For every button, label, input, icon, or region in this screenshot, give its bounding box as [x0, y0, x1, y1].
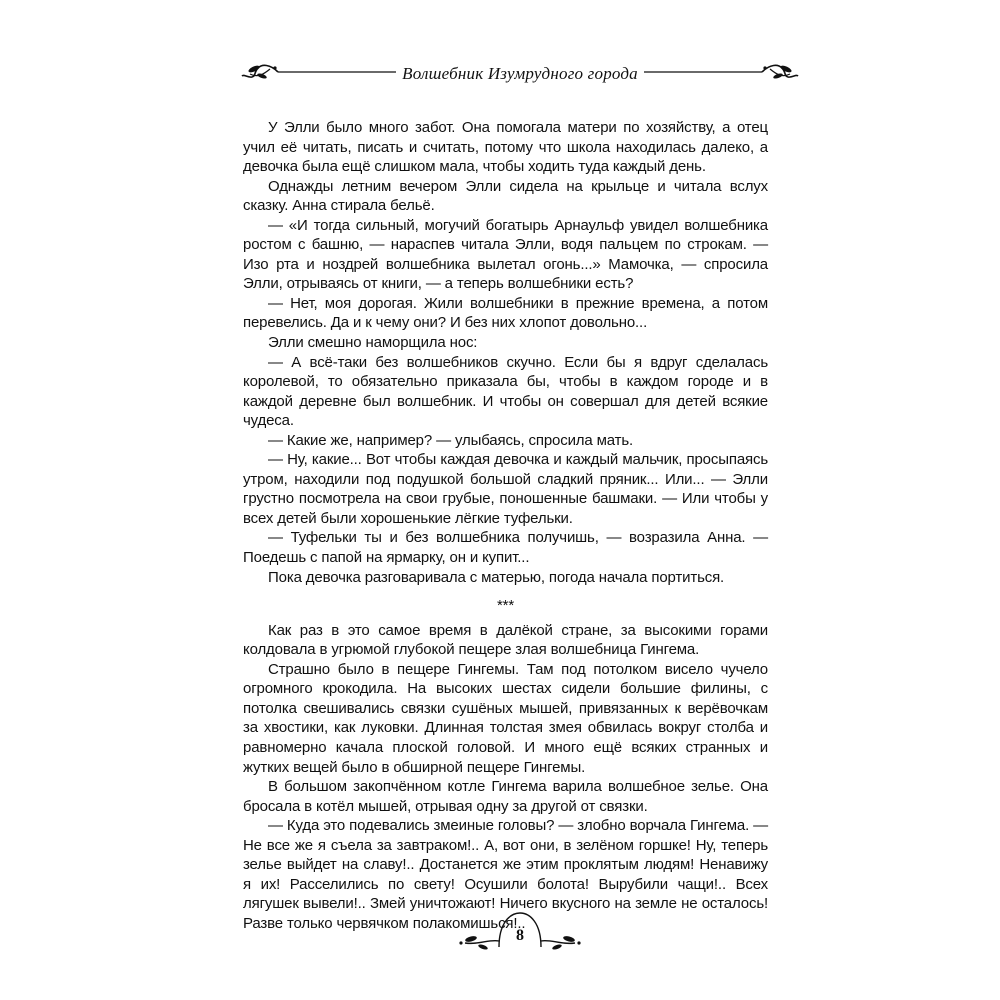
- paragraph: Пока девочка разговаривала с матерью, погода начала портиться.: [268, 568, 725, 586]
- book-title-text: Волшебник Изумрудного города: [396, 64, 644, 83]
- paragraph: Страшно было в пещере Гингемы. Там под потолком висело чучело огромного крокодила. На высоких шестах сидели большие филины, с потолка свешивались связки сушёных мышей, привязанных к верёвочкам за хвостики, как луковки. Длинная толстая змея обвилась вокруг столба и равномерно качала плоской головой. И много ещё всяких странных и жутких вещей было в обширной пещере Гингемы.: [243, 660, 768, 776]
- section-divider: ***: [496, 597, 515, 615]
- paragraph: Однажды летним вечером Элли сидела на крыльце и читала вслух сказку. Анна стирала бельё.: [243, 177, 768, 215]
- paragraph: — А всё-таки без волшебников скучно. Если бы я вдруг сделалась королевой, то обязательно приказала бы, чтобы в каждом городе и в каждой деревне был волшебник. И чтобы он совершал для детей всякие чудеса.: [243, 353, 768, 430]
- paragraph: — Какие же, например? — улыбаясь, спросила мать.: [268, 431, 634, 449]
- book-title: [240, 64, 800, 84]
- paragraph: — Туфельки ты и без волшебника получишь, — возразила Анна. — Поедешь с папой на ярмарку, он и купит...: [243, 529, 768, 567]
- page-body: [243, 118, 768, 933]
- page-number: 8: [516, 927, 524, 944]
- paragraph: — Нет, моя дорогая. Жили волшебники в прежние времена, а потом перевелись. Да и к чему они? И без них хлопот довольно...: [243, 294, 768, 332]
- paragraph: — Ну, какие... Вот чтобы каждая девочка и каждый мальчик, просыпаясь утром, находили под подушкой большой сладкий пряник... Или... — Элли грустно посмотрела на свои грубые, поношенные башмаки. — Или чтобы у всех детей были хорошенькие лёгкие туфельки.: [243, 451, 768, 527]
- paragraph: Элли смешно наморщила нос:: [268, 334, 478, 352]
- paragraph: В большом закопчённом котле Гингема варила волшебное зелье. Она бросала в котёл мышей, отрывая одну за другой от связки.: [243, 778, 768, 815]
- paragraph: — Куда это подевались змеиные головы? — злобно ворчала Гингема. — Не все же я съела за завтраком!.. А, вот они, в зелёном горшке! Ну, теперь зелье выйдет на славу!.. Достанется же этим проклятым людям! Ненавижу я их! Расселились по свету! Осушили болота! Вырубили чащи!.. Всех лягушек вывели!.. Змей уничтожают! Ничего вкусного на земле не осталось! Разве только червячком полакомишься!..: [243, 817, 768, 932]
- paragraph: Как раз в это самое время в далёкой стране, за высокими горами колдовала в угрюмой глубокой пещере злая волшебница Гингема.: [243, 621, 768, 659]
- paragraph: — «И тогда сильный, могучий богатырь Арнаульф увидел волшебника ростом с башню, — нараспев читала Элли, водя пальцем по строкам. — Изо рта и ноздрей волшебника вылетал огонь...» Мамочка, — спросила Элли, отрываясь от книги, — а теперь волшебники есть?: [243, 216, 768, 293]
- paragraph: У Элли было много забот. Она помогала матери по хозяйству, а отец учил её читать, писать и считать, потому что школа находилась далеко, а девочка была ещё слишком мала, чтобы ходить туда каждый день.: [243, 119, 768, 176]
- running-header: [240, 52, 800, 92]
- page-footer: [455, 905, 585, 965]
